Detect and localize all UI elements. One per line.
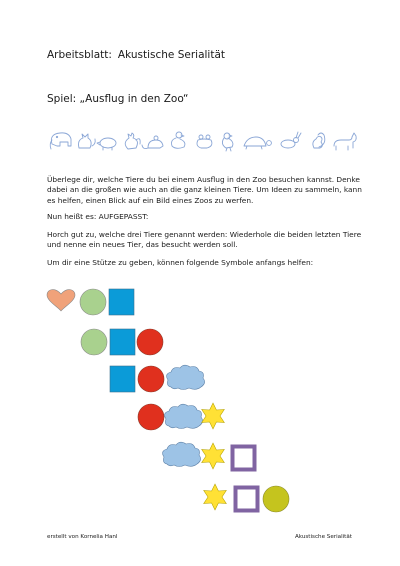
red-circle-symbol xyxy=(138,366,164,392)
green-circle-symbol xyxy=(80,289,106,315)
star-symbol xyxy=(202,403,225,429)
animal-strip xyxy=(48,126,358,154)
attention-line: Nun heißt es: AUFGEPASST: xyxy=(47,212,149,221)
hint-line: Um dir eine Stütze zu geben, können folgende Symbole anfangs helfen: xyxy=(47,258,314,267)
worksheet-title xyxy=(47,49,225,61)
blue-square-symbol xyxy=(110,329,135,355)
elephant-icon xyxy=(50,133,71,149)
squirrel-icon xyxy=(313,133,325,148)
rabbit-icon xyxy=(281,132,301,148)
turtle-icon xyxy=(244,137,271,149)
title-label: Arbeitsblatt: xyxy=(47,49,112,61)
pig-icon xyxy=(97,138,116,150)
bird-icon xyxy=(222,133,233,151)
olive-circle-symbol xyxy=(263,486,289,512)
star-symbol xyxy=(204,484,227,510)
cloud-symbol xyxy=(167,365,205,389)
footer-topic: Akustische Serialität xyxy=(294,534,352,540)
instruction-paragraph: Überlege dir, welche Tiere du bei einem Ausflug in den Zoo besuchen kannst. Denke dabei an die großen wie auch an die ganz kleinen Tiere. Um Ideen zu sammeln, kann es helfen, einen Blick auf ein Bild eines Zoos zu werfen. xyxy=(47,175,362,205)
heart-symbol xyxy=(47,290,75,311)
goat-icon xyxy=(334,133,356,150)
footer-author: erstellt von Kornelia Hanl xyxy=(47,534,118,540)
purple-square-symbol xyxy=(236,488,258,511)
star-symbol xyxy=(202,443,225,469)
red-circle-symbol xyxy=(138,404,164,430)
cloud-symbol xyxy=(163,442,201,466)
task-paragraph: Horch gut zu, welche drei Tiere genannt werden: Wiederhole die beiden letzten Tiere und nenne ein neues Tier, das besucht werden soll. xyxy=(47,230,362,250)
title-text: Akustische Serialität xyxy=(117,49,226,61)
purple-square-symbol xyxy=(233,447,255,470)
cloud-symbol xyxy=(165,404,203,428)
red-circle-symbol xyxy=(137,329,163,355)
duck-icon xyxy=(172,132,185,148)
green-circle-symbol xyxy=(81,329,107,355)
mouse-icon xyxy=(142,136,163,149)
game-title: Spiel: „Ausflug in den Zoo“ xyxy=(47,93,189,105)
blue-square-symbol xyxy=(110,366,135,392)
frog-icon xyxy=(197,135,212,148)
blue-square-symbol xyxy=(109,289,134,315)
rooster-icon xyxy=(125,133,140,149)
cat-icon xyxy=(79,134,96,148)
symbol-staircase xyxy=(0,280,400,520)
